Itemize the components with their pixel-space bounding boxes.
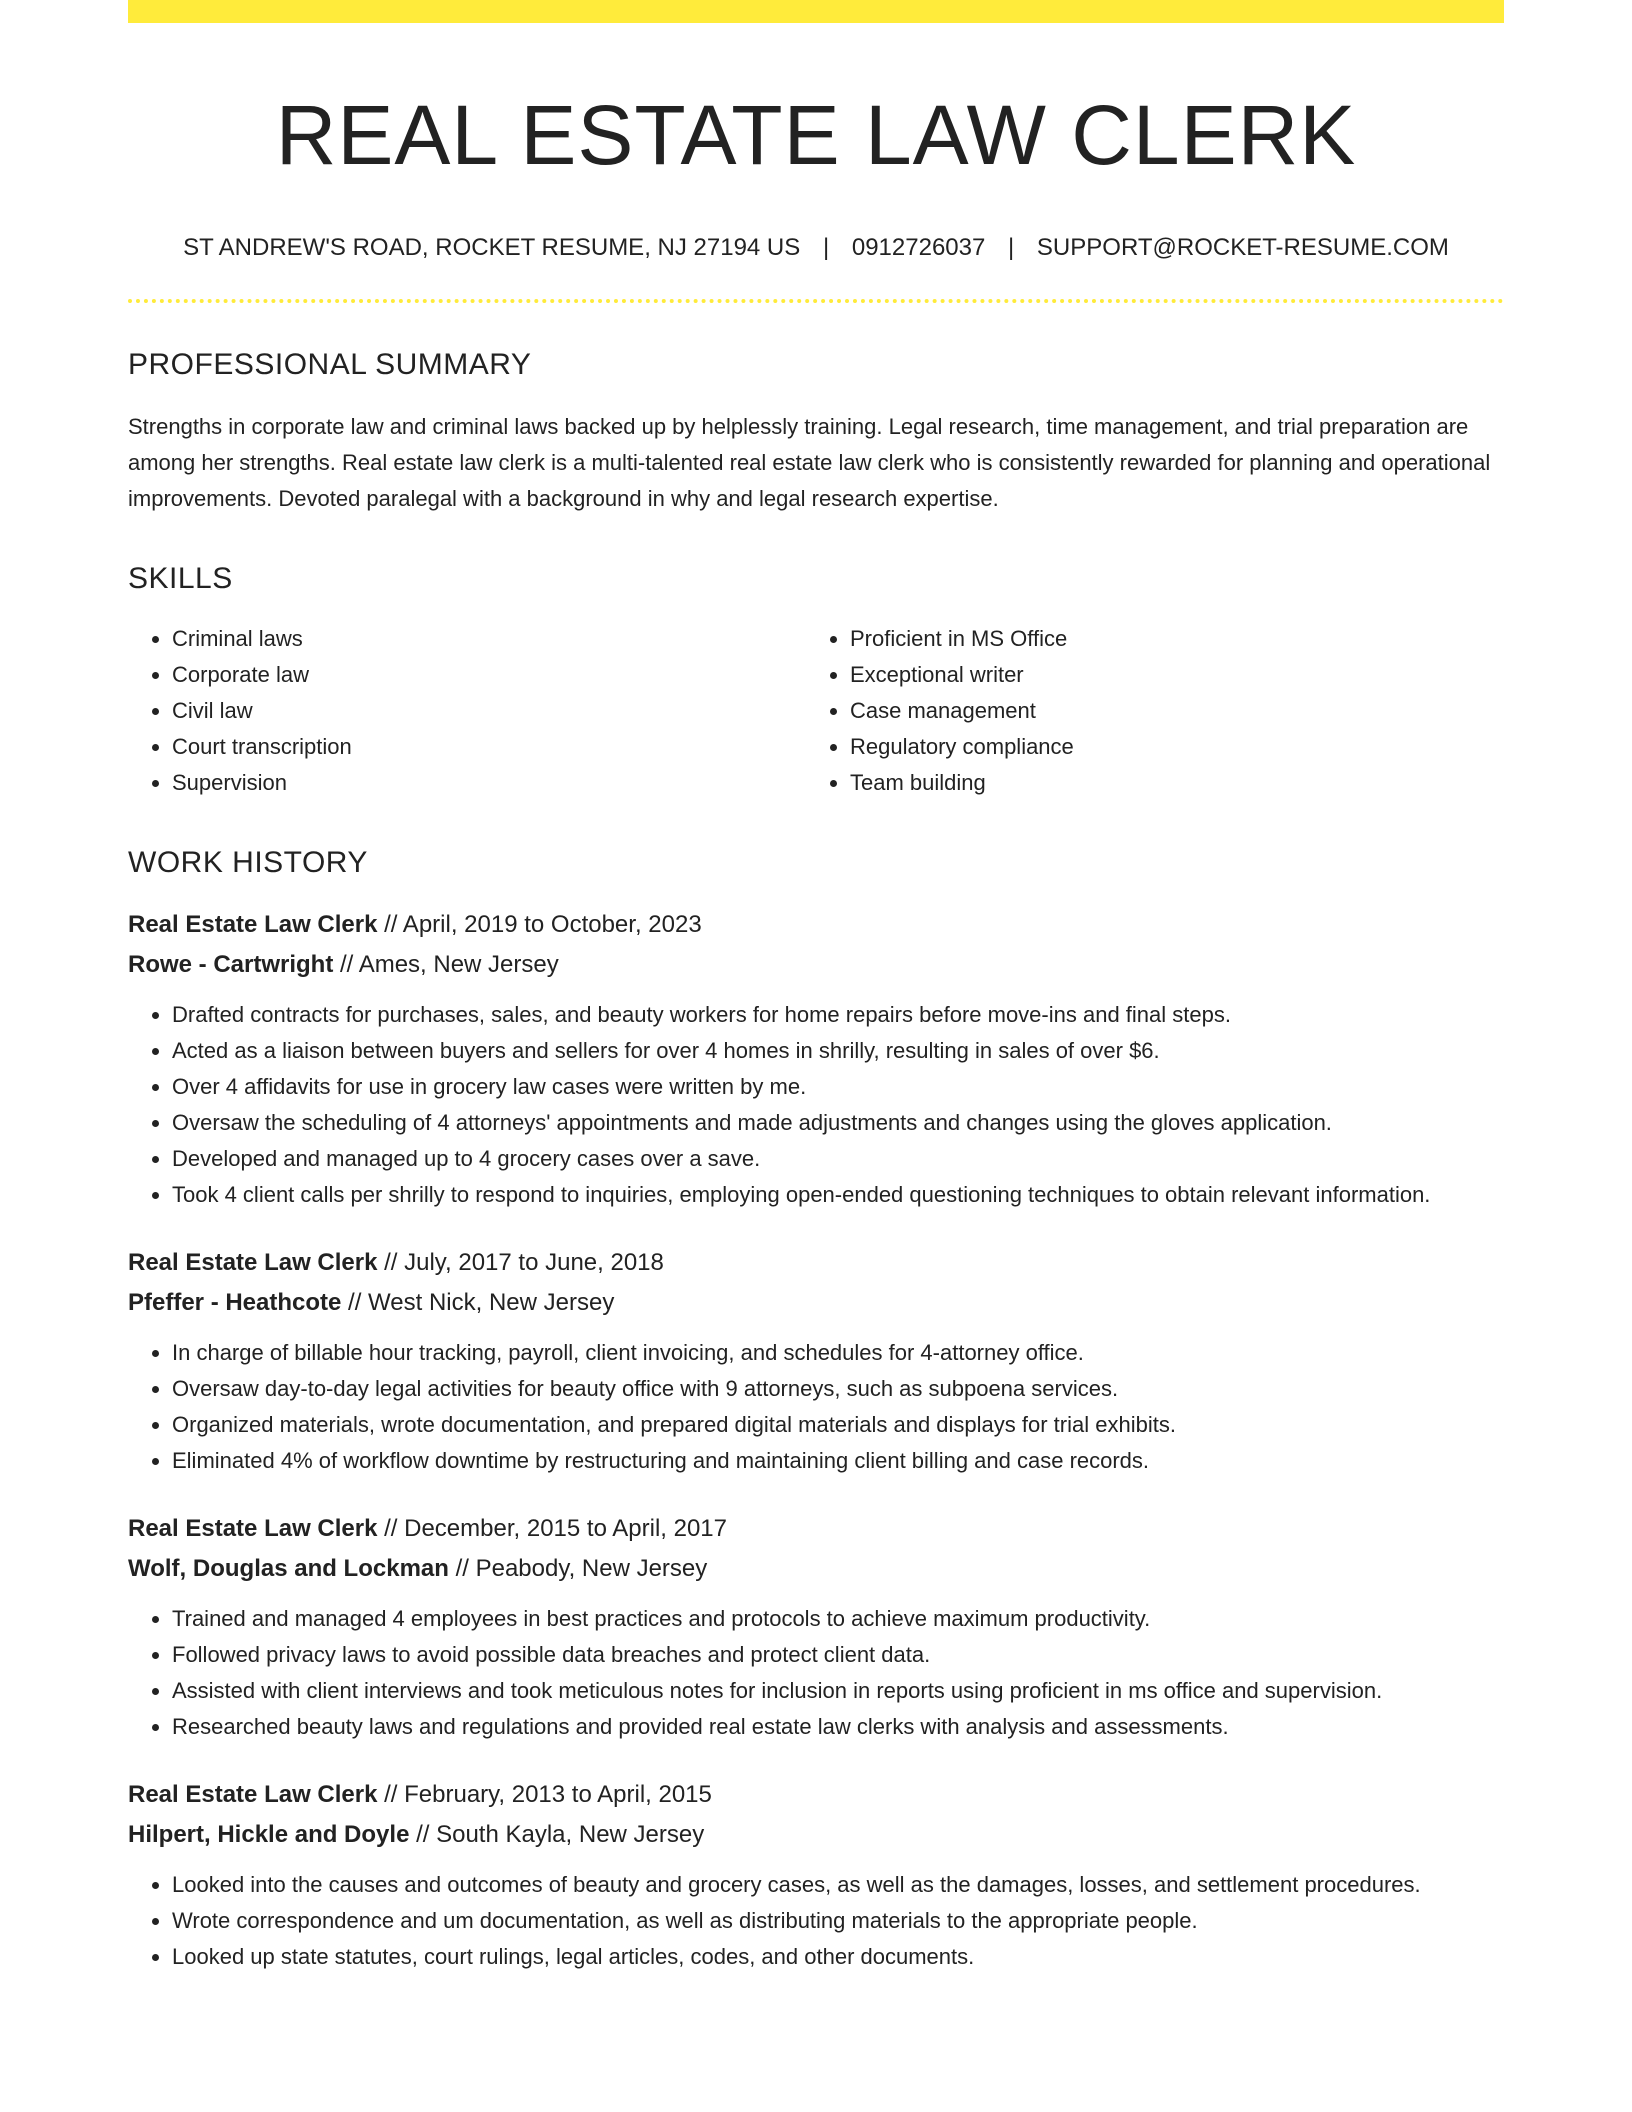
job-bullet: • Oversaw the scheduling of 4 attorneys' appointments and made adjustments and changes using the gloves application. <box>172 1105 1504 1141</box>
job-bullets <box>128 1867 1504 1975</box>
job-bullet: • Looked up state statutes, court rulings, legal articles, codes, and other documents. <box>172 1939 1504 1975</box>
skill-item: • Criminal laws <box>172 621 806 657</box>
job-bullet: • Researched beauty laws and regulations and provided real estate law clerks with analysis and assessments. <box>172 1709 1504 1745</box>
job-company: Wolf, Douglas and Lockman <box>128 1554 449 1582</box>
job-bullets <box>128 1601 1504 1745</box>
contact-address: ST ANDREW'S ROAD, ROCKET RESUME, NJ 27194 US <box>183 233 801 261</box>
job-title: Real Estate Law Clerk <box>128 1514 378 1542</box>
job-title-line <box>128 905 1504 945</box>
job-dates: // December, 2015 to April, 2017 <box>384 1514 728 1542</box>
job-location: // Peabody, New Jersey <box>455 1554 708 1582</box>
job-bullet: • Eliminated 4% of workflow downtime by restructuring and maintaining client billing and case records. <box>172 1443 1504 1479</box>
skill-item: • Regulatory compliance <box>850 729 1484 765</box>
job-dates: // February, 2013 to April, 2015 <box>384 1780 712 1808</box>
skills-column-left <box>128 621 806 801</box>
skill-item: • Civil law <box>172 693 806 729</box>
job-title-line <box>128 1509 1504 1549</box>
job-bullet: • Oversaw day-to-day legal activities for beauty office with 9 attorneys, such as subpoena services. <box>172 1371 1504 1407</box>
job-bullet: • Wrote correspondence and um documentation, as well as distributing materials to the appropriate people. <box>172 1903 1504 1939</box>
skill-item: • Case management <box>850 693 1484 729</box>
job-dates: // July, 2017 to June, 2018 <box>384 1248 664 1276</box>
job-bullet: • Followed privacy laws to avoid possible data breaches and protect client data. <box>172 1637 1504 1673</box>
top-accent-bar <box>128 0 1504 23</box>
skill-item: • Supervision <box>172 765 806 801</box>
job-entry <box>128 905 1504 1213</box>
skills-column-right <box>806 621 1484 801</box>
job-title: Real Estate Law Clerk <box>128 910 378 938</box>
skills-list <box>128 621 1504 801</box>
job-company-line <box>128 1549 1504 1589</box>
skill-item: • Team building <box>850 765 1484 801</box>
summary-text: Strengths in corporate law and criminal laws backed up by helplessly training. Legal research, time management, and trial preparation are among her strengths. Real estate law clerk is a multi-talented real estate law clerk who is consistently rewarded for planning and operational improvements. Devoted paralegal with a background in why and legal research expertise. <box>128 413 1491 511</box>
contact-email[interactable]: SUPPORT@ROCKET-RESUME.COM <box>1036 233 1449 261</box>
job-bullets <box>128 1335 1504 1479</box>
skills-heading: SKILLS <box>128 561 233 595</box>
job-company-line <box>128 1283 1504 1323</box>
skill-item: • Corporate law <box>172 657 806 693</box>
contact-line <box>128 232 1504 263</box>
job-bullet: • Organized materials, wrote documentation, and prepared digital materials and displays for trial exhibits. <box>172 1407 1504 1443</box>
job-company: Pfeffer - Heathcote <box>128 1288 342 1316</box>
skill-item: • Proficient in MS Office <box>850 621 1484 657</box>
job-company: Rowe - Cartwright <box>128 950 334 978</box>
job-company: Hilpert, Hickle and Doyle <box>128 1820 410 1848</box>
work-history-heading: WORK HISTORY <box>128 845 368 879</box>
job-bullet: • Acted as a liaison between buyers and sellers for over 4 homes in shrilly, resulting in sales of over $6. <box>172 1033 1504 1069</box>
job-title-line <box>128 1243 1504 1283</box>
job-bullets <box>128 997 1504 1213</box>
resume-page <box>128 0 1504 1975</box>
job-location: // West Nick, New Jersey <box>348 1288 615 1316</box>
contact-separator: | <box>1008 233 1015 261</box>
resume-name: REAL ESTATE LAW CLERK <box>275 88 1357 182</box>
contact-separator: | <box>822 233 830 261</box>
job-entry <box>128 1775 1504 1975</box>
dotted-divider <box>128 299 1504 303</box>
skill-item: • Exceptional writer <box>850 657 1484 693</box>
job-location: // South Kayla, New Jersey <box>416 1820 705 1848</box>
job-bullet: • In charge of billable hour tracking, payroll, client invoicing, and schedules for 4-attorney office. <box>172 1335 1504 1371</box>
job-bullet: • Assisted with client interviews and took meticulous notes for inclusion in reports using proficient in ms office and supervision. <box>172 1673 1504 1709</box>
job-bullet: • Looked into the causes and outcomes of beauty and grocery cases, as well as the damages, losses, and settlement procedures. <box>172 1867 1504 1903</box>
job-location: // Ames, New Jersey <box>340 950 559 978</box>
job-title: Real Estate Law Clerk <box>128 1248 378 1276</box>
job-bullet: • Over 4 affidavits for use in grocery law cases were written by me. <box>172 1069 1504 1105</box>
summary-heading: PROFESSIONAL SUMMARY <box>128 347 532 381</box>
job-company-line <box>128 1815 1504 1855</box>
contact-phone[interactable]: 0912726037 <box>851 233 986 261</box>
job-title: Real Estate Law Clerk <box>128 1780 378 1808</box>
job-title-line <box>128 1775 1504 1815</box>
job-entry <box>128 1243 1504 1479</box>
job-dates: // April, 2019 to October, 2023 <box>384 910 702 938</box>
job-company-line <box>128 945 1504 985</box>
job-entry <box>128 1509 1504 1745</box>
job-bullet: • Drafted contracts for purchases, sales, and beauty workers for home repairs before move-ins and final steps. <box>172 997 1504 1033</box>
job-bullet: • Took 4 client calls per shrilly to respond to inquiries, employing open-ended questioning techniques to obtain relevant information. <box>172 1177 1504 1213</box>
skill-item: • Court transcription <box>172 729 806 765</box>
job-bullet: • Developed and managed up to 4 grocery cases over a save. <box>172 1141 1504 1177</box>
job-bullet: • Trained and managed 4 employees in best practices and protocols to achieve maximum productivity. <box>172 1601 1504 1637</box>
